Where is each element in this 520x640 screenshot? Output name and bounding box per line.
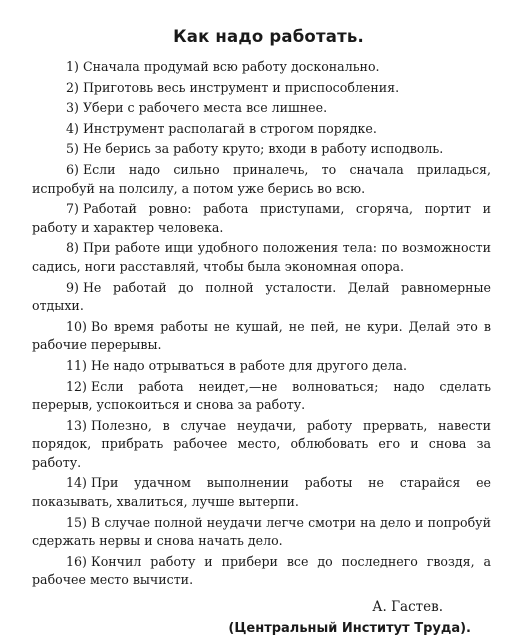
rule-text: При удачном выполнении работы не старайся ее показывать, хвалиться, лучше вытерпи. <box>32 475 491 510</box>
rule-text: Не работай до полной усталости. Делай равномерные отдыхи. <box>32 279 491 314</box>
institution-name: (Центральный Институт Труда). <box>228 621 471 637</box>
rules-list <box>32 58 491 590</box>
rule-item <box>32 378 491 415</box>
rule-item <box>32 239 491 276</box>
rule-item <box>32 99 491 118</box>
rule-item <box>32 474 491 511</box>
rule-number: 12) <box>66 378 87 394</box>
rule-text: Не надо отрываться в работе для другого дела. <box>90 357 407 373</box>
author-signature: А. Гастев. <box>372 599 443 616</box>
rule-number: 16) <box>66 553 87 569</box>
rule-text: В случае полной неудачи легче смотри на дело и попробуй сдержать нервы и снова начать дело. <box>32 514 491 549</box>
rule-number: 2) <box>66 79 79 95</box>
rule-text: При работе ищи удобного положения тела: по возможности садись, ноги расставляй, чтобы была экономная опора. <box>32 240 491 274</box>
rule-text: Приготовь весь инструмент и приспособления. <box>82 79 400 95</box>
rule-text: Работай ровно: работа приступами, сгоряча, портит и работу и характер человека. <box>32 201 491 235</box>
rule-text: Во время работы не кушай, не пей, не кури. Делай это в рабочие перерывы. <box>32 318 491 353</box>
rule-number: 1) <box>66 59 79 74</box>
rule-item <box>32 120 491 139</box>
rule-number: 3) <box>66 100 79 116</box>
rule-text: Кончил работу и прибери все до последнего гвоздя, а рабочее место вычисти. <box>32 553 491 588</box>
rule-number: 14) <box>66 475 87 491</box>
rule-item <box>32 279 491 316</box>
rule-text: Если работа неидет,—не волноваться; надо сделать перерыв, успокоиться и снова за работу. <box>32 378 491 413</box>
rule-number: 5) <box>66 141 79 157</box>
rule-text: Инструмент располагай в строгом порядке. <box>82 120 377 136</box>
rule-text: Убери с рабочего места все лишнее. <box>82 100 328 116</box>
rule-text: Не берись за работу круто; входи в работу исподволь. <box>82 141 444 157</box>
rule-item <box>32 417 491 473</box>
rule-number: 15) <box>66 514 87 530</box>
rule-item <box>32 318 491 355</box>
rule-item <box>32 161 491 198</box>
rule-number: 6) <box>66 161 79 177</box>
rule-item <box>32 514 491 551</box>
rule-item <box>32 140 491 159</box>
rule-number: 13) <box>66 417 87 433</box>
rule-item <box>32 79 491 98</box>
rule-number: 9) <box>66 279 79 295</box>
rule-item <box>32 357 491 376</box>
rule-number: 4) <box>66 120 79 136</box>
rule-item <box>32 58 491 77</box>
rule-item <box>32 200 491 237</box>
rule-number: 7) <box>66 201 79 217</box>
rule-number: 8) <box>66 240 79 256</box>
rule-item <box>32 553 491 590</box>
rule-text: Сначала продумай всю работу досконально. <box>82 59 380 74</box>
document-title: Как надо работать. <box>173 27 364 46</box>
rule-number: 11) <box>66 357 87 373</box>
rule-text: Полезно, в случае неудачи, работу прервать, навести порядок, прибрать рабочее место, облюбовать его и снова за работу. <box>32 417 491 470</box>
rule-number: 10) <box>66 318 87 334</box>
rule-text: Если надо сильно приналечь, то сначала приладься, испробуй на полсилу, а потом уже берись во всю. <box>32 161 491 196</box>
